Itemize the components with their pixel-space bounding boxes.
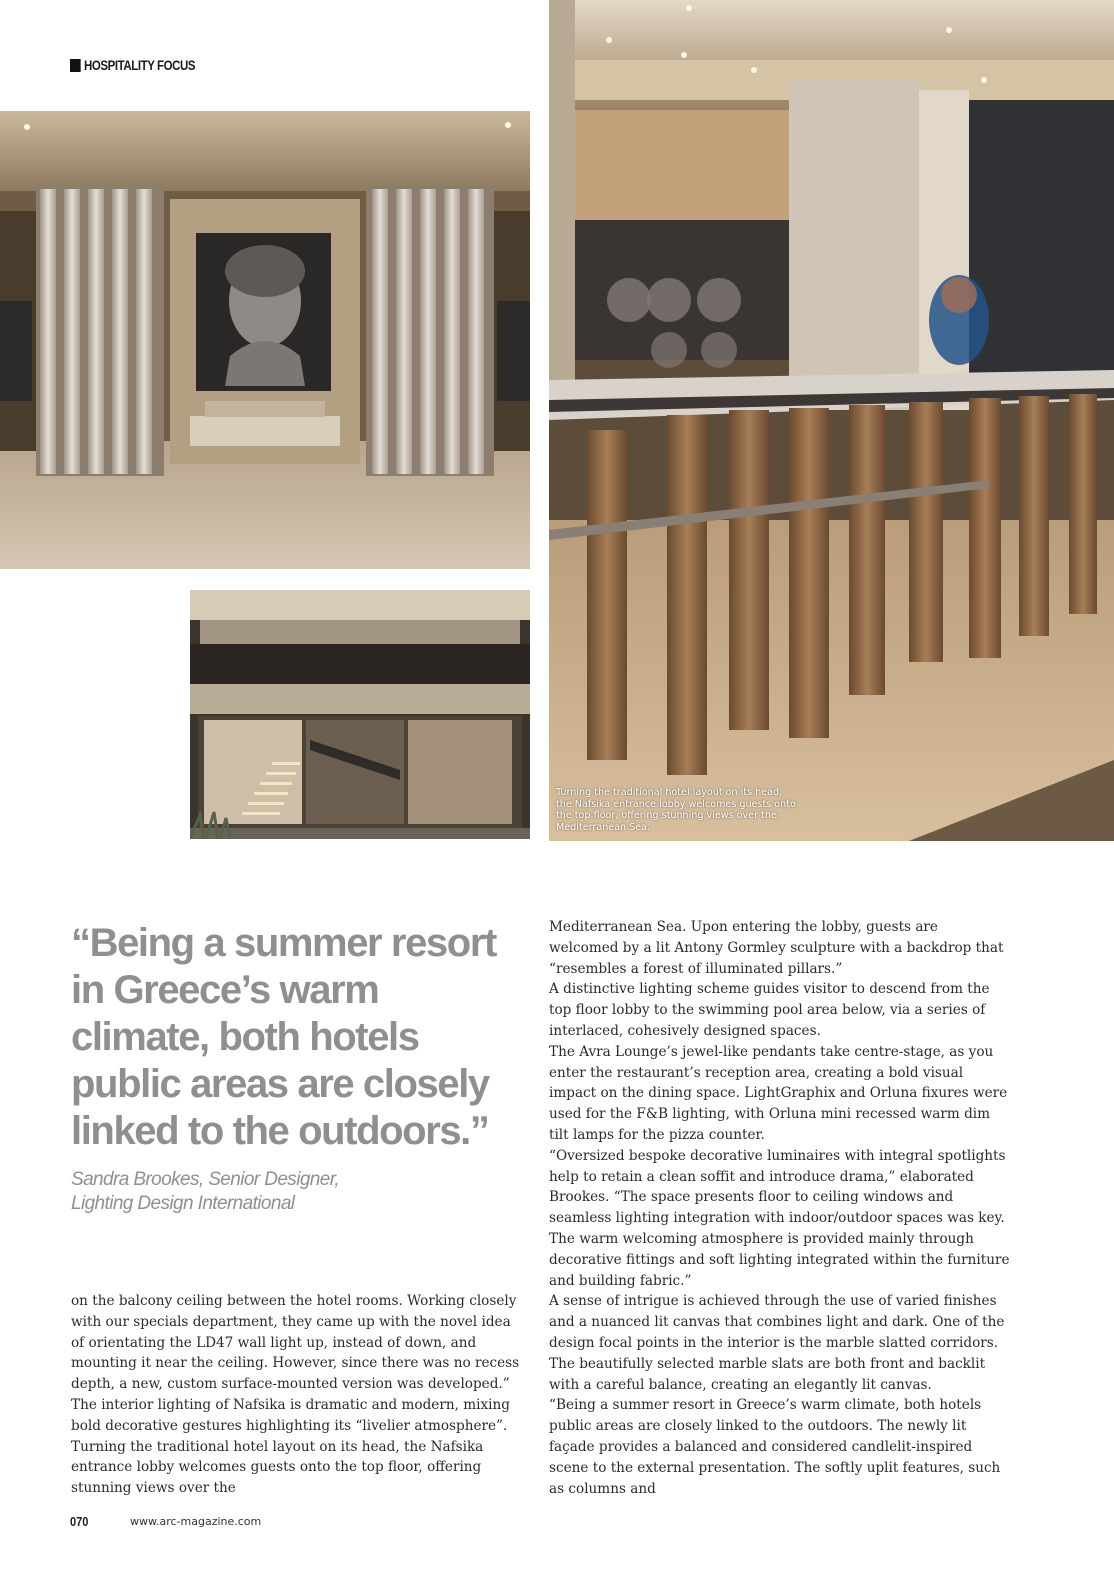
section-label-text: HOSPITALITY FOCUS (83, 57, 196, 73)
pull-quote: “Being a summer resort in Greece’s warm climate, both hotels public areas are closely linked to the outdoors.” (71, 921, 496, 1153)
page-number: 070 (70, 1514, 89, 1529)
body-paragraph: “Oversized bespoke decorative luminaires with integral spotlights help to retain a clean soffit and introduce drama,” elaborated Brookes. “The space presents floor to ceiling windows and seamless lighting integration with indoor/outdoor spaces was key. The warm welcoming atmosphere is provided mainly through decorative fittings and soft lighting integrated within the furniture and building fabric.” (549, 1147, 1010, 1289)
section-label (70, 57, 195, 73)
attribution-company: Lighting Design International (71, 1193, 295, 1214)
footer-url-link[interactable]: www.arc-magazine.com (130, 1515, 262, 1528)
entrance-staircase-photo (190, 590, 530, 839)
photo-caption: Turning the traditional hotel layout on its head, the Nafsika entrance lobby welcomes guests onto the top floor, offering stunning views over the Mediterranean Sea. (556, 787, 796, 833)
quote-attribution (71, 1168, 511, 1216)
body-paragraph: The Avra Lounge’s jewel-like pendants take centre-stage, as you enter the restaurant’s reception area, creating a bold visual impact on the dining space. LightGraphix and Orluna fixures were used for the F&B lighting, with Orluna mini recessed warm dim tilt lamps for the pizza counter. (549, 1043, 1008, 1143)
body-paragraph: A distinctive lighting scheme guides visitor to descend from the top floor lobby to the swimming pool area below, via a series of interlaced, cohesively designed spaces. (549, 981, 990, 1039)
body-column-left (71, 1291, 527, 1499)
section-square-icon (70, 59, 81, 72)
body-paragraph: Mediterranean Sea. Upon entering the lobby, guests are welcomed by a lit Antony Gormley sculpture with a backdrop that “resembles a forest of illuminated pillars.” (549, 919, 1004, 977)
lobby-sculpture-photo (0, 111, 530, 569)
reception-desk-photo (549, 0, 1114, 841)
attribution-name-title: Sandra Brookes, Senior Designer, (71, 1169, 340, 1190)
body-paragraph: “Being a summer resort in Greece’s warm climate, both hotels public areas are closely linked to the outdoors. The newly lit façade provides a balanced and considered candlelit-inspired scene to the external presentation. The softly uplit features, such as columns and (549, 1397, 1001, 1497)
body-paragraph: The interior lighting of Nafsika is dramatic and modern, mixing bold decorative gestures highlighting its “livelier atmosphere”. Turning the traditional hotel layout on its head, the Nafsika entrance lobby welcomes guests onto the top floor, offering stunning views over the (71, 1396, 510, 1497)
body-paragraph: A sense of intrigue is achieved through the use of varied finishes and a nuanced lit canvas that combines light and dark. One of the design focal points in the interior is the marble slatted corridors. The beautifully selected marble slats are both front and backlit with a careful balance, creating an elegantly lit canvas. (549, 1293, 1005, 1393)
body-paragraph: on the balcony ceiling between the hotel rooms. Working closely with our specials department, they came up with the novel idea of orientating the LD47 wall light up, instead of down, and mounting it near the ceiling. However, since there was no recess depth, a new, custom surface-mounted version was developed.” (71, 1293, 520, 1393)
body-column-right (549, 917, 1011, 1499)
